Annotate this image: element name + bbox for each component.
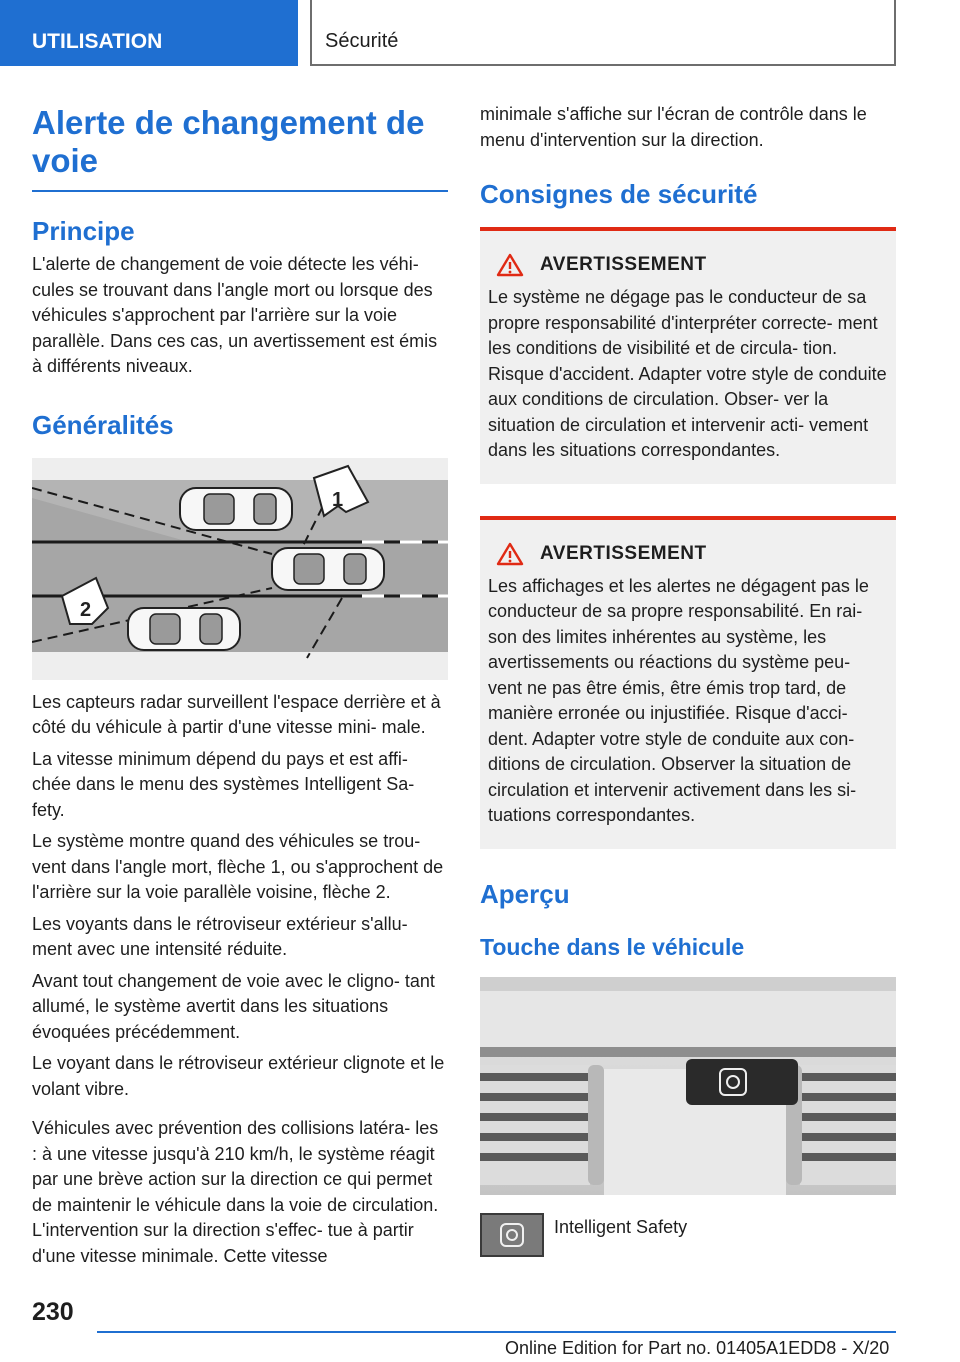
dashboard-button-photo	[480, 977, 896, 1195]
key-label: Intelligent Safety	[554, 1216, 688, 1237]
warning-2-title: AVERTISSEMENT	[540, 542, 707, 564]
warning-2-text: Les affichages et les alertes ne dégagent pas le conducteur de sa propre responsabilité. En rai- son des limites inhérentes au système, les avertissements ou réactions du système peu- vent ne pas être émis, être émis trop tard, de manière erronée ou injustifiée. Risque d'acci- dent. Adapter votre style de conduite aux con- ditions de circulation. Observer la situation de circulation et intervenir activement dans les si- tuations correspondantes.	[488, 575, 869, 825]
warning-box-2	[480, 516, 896, 849]
vent-right	[786, 1065, 896, 1185]
consignes-heading: Consignes de sécurité	[480, 179, 758, 209]
paragraph-4: Les voyants dans le rétroviseur extérieur s'allu- ment avec une intensité réduite.	[32, 913, 408, 959]
footer-divider	[97, 1331, 896, 1333]
edition-text: Online Edition for Part no. 01405A1EDD8 - X/20	[505, 1338, 890, 1358]
vent-left	[480, 1065, 604, 1185]
car-top	[180, 488, 292, 530]
warning-box-1	[480, 227, 896, 484]
warning-1-title: AVERTISSEMENT	[540, 254, 707, 275]
paragraph-5: Avant tout changement de voie avec le cligno- tant allumé, le système avertit dans les situations évoquées précédemment.	[32, 970, 435, 1042]
paragraph-2: La vitesse minimum dépend du pays et est affi- chée dans le menu des systèmes Intelligent Sa- fety.	[32, 748, 415, 820]
road-illustration	[32, 458, 448, 680]
continuation-text: minimale s'affiche sur l'écran de contrôle dans le menu d'intervention sur la direction.	[480, 104, 867, 150]
chapter-label: UTILISATION	[32, 30, 163, 53]
warning-triangle-icon	[496, 542, 524, 566]
section-label: Sécurité	[325, 30, 399, 52]
key-row	[480, 1213, 896, 1257]
touche-heading: Touche dans le véhicule	[480, 933, 745, 960]
intelligent-safety-button	[686, 1059, 798, 1105]
warning-triangle-icon	[496, 253, 524, 277]
principe-heading: Principe	[32, 216, 135, 246]
apercu-heading: Aperçu	[480, 878, 570, 909]
generalites-heading: Généralités	[32, 409, 174, 440]
intelligent-safety-key-icon	[480, 1213, 544, 1257]
paragraph-3: Le système montre quand des véhicules se trou- vent dans l'angle mort, flèche 1, ou s'approchent de l'arrière sur la voie parallèle voisine, flèche 2.	[32, 831, 444, 902]
arrow-1-label: 1	[332, 488, 344, 511]
paragraph-6: Le voyant dans le rétroviseur extérieur clignote et le volant vibre.	[32, 1053, 445, 1099]
warning-1-text: Le système ne dégage pas le conducteur de sa propre responsabilité d'interpréter correcte- ment les conditions de visibilité et de circula- tion. Risque d'accident. Adapter votre style de conduite aux conditions de circulation. Obser- ver la situation de circulation et intervenir acti- vement dans les situations correspondantes.	[488, 287, 887, 460]
page-title: Alerte de changement de voie	[32, 104, 448, 192]
chapter-tab	[0, 0, 298, 66]
arrow-2-label: 2	[80, 598, 92, 621]
blind-spot-diagram	[32, 458, 448, 680]
car-bottom	[128, 608, 240, 650]
paragraph-7: Véhicules avec prévention des collisions latéra- les : à une vitesse jusqu'à 210 km/h, le système réagit par une brève action sur la direction ce qui permet de maintenir le véhicule dans la voie de circulation. L'intervention sur la direction s'effec- tue à partir d'une vitesse minimale. Cette vitesse	[32, 1118, 439, 1266]
section-header	[310, 0, 896, 66]
left-column	[32, 104, 448, 1269]
car-middle	[272, 548, 384, 590]
page-number: 230	[32, 1298, 74, 1326]
paragraph-1: Les capteurs radar surveillent l'espace derrière et à côté du véhicule à partir d'une vitesse mini- male.	[32, 691, 441, 737]
right-column	[480, 104, 896, 1257]
dashboard-illustration	[480, 977, 896, 1195]
principe-text: L'alerte de changement de voie détecte les véhi- cules se trouvant dans l'angle mort ou lorsque des véhicules s'approchent par l'arrière sur la voie parallèle. Dans ces cas, un avertissement est émis à différents niveaux.	[32, 254, 438, 376]
